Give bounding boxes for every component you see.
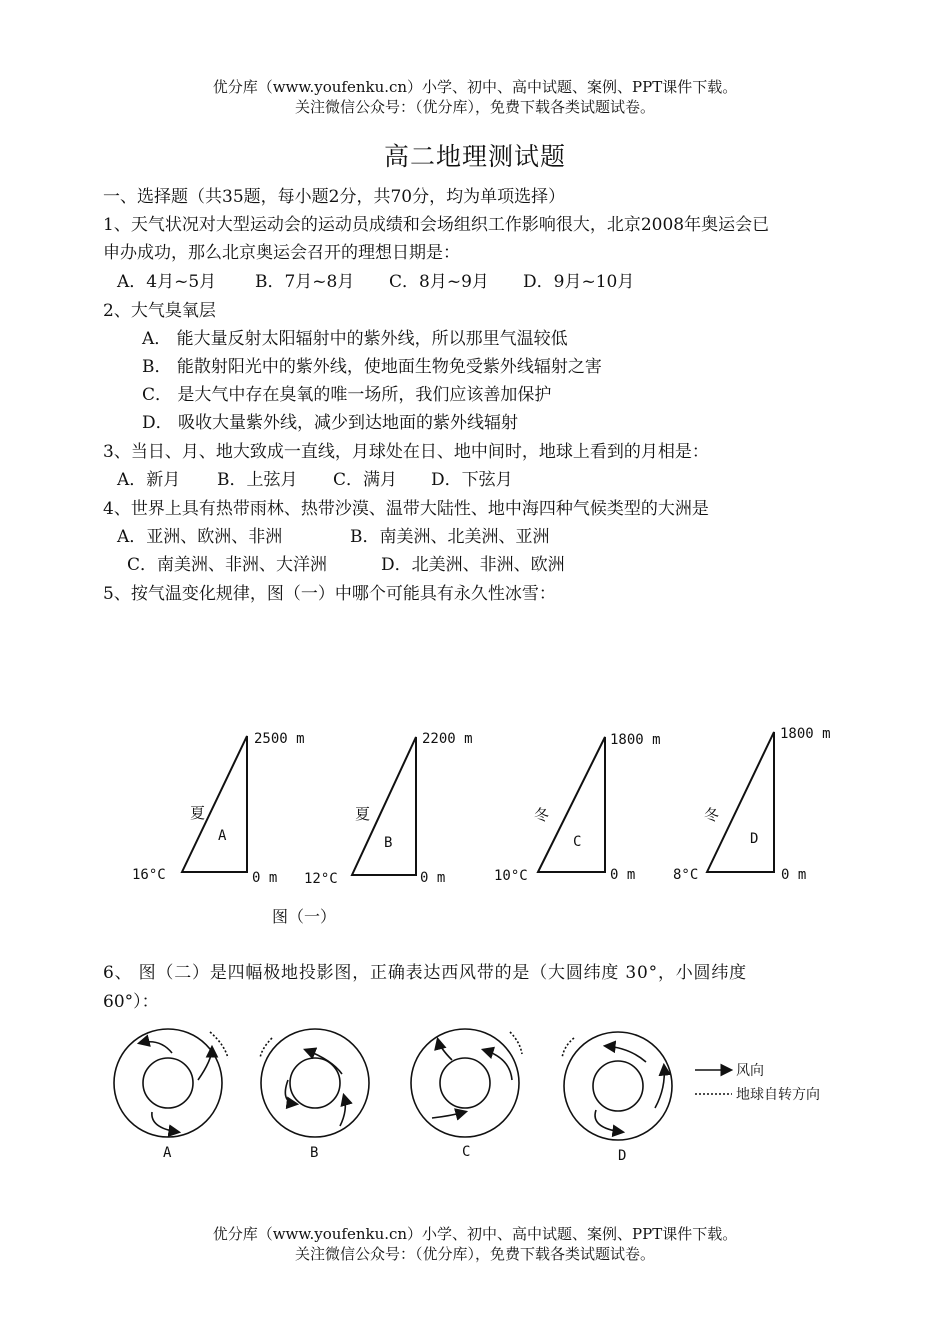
panel-c-letter: C [573, 834, 582, 850]
panel-b-season: 夏 [355, 805, 371, 823]
q2-option-a: A． 能大量反射太阳辐射中的紫外线，所以那里气温较低 [142, 329, 568, 349]
q6-stem-2: 60°）： [103, 992, 159, 1012]
panel-c-temp: 10°C [494, 868, 528, 884]
panel-a-bottom: 0 m [252, 870, 278, 886]
footer-line-2: 关注微信公众号：（优分库），免费下载各类试题试卷。 [294, 1245, 655, 1263]
figure-1-diagram [120, 722, 840, 892]
q4-options-row-2 [127, 551, 565, 579]
page-title: 高二地理测试题 [383, 142, 566, 171]
q4-options-row-1 [117, 523, 550, 551]
panel-d-letter: D [750, 831, 759, 847]
q4-option-b: B．南美洲、北美洲、亚洲 [350, 527, 550, 547]
polar-label-b: B [310, 1145, 319, 1161]
q1-option-c: C．8月~9月 [389, 272, 489, 292]
section-heading: 一、选择题（共35题，每小题2分，共70分，均为单项选择） [103, 187, 566, 207]
panel-c-bottom: 0 m [610, 867, 636, 883]
q2-option-c: C． 是大气中存在臭氧的唯一场所，我们应该善加保护 [142, 385, 552, 405]
panel-a-top: 2500 m [254, 731, 305, 747]
q3-option-c: C．满月 [333, 470, 398, 490]
polar-label-d: D [618, 1148, 627, 1164]
legend-rotation-label: 地球自转方向 [736, 1087, 820, 1103]
panel-d-bottom: 0 m [781, 867, 807, 883]
q3-options [117, 466, 513, 494]
panel-c-season: 冬 [534, 806, 550, 824]
panel-a-temp: 16°C [132, 867, 166, 883]
q1-stem-2: 申办成功，那么北京奥运会召开的理想日期是： [103, 243, 460, 263]
q6-stem-1: 6、 图（二）是四幅极地投影图，正确表达西风带的是（大圆纬度 30°，小圆纬度 [103, 963, 747, 983]
header-line-1: 优分库（www.youfenku.cn）小学、初中、高中试题、案例、PPT课件下载。 [212, 78, 738, 96]
q4-option-d: D．北美洲、非洲、欧洲 [381, 555, 565, 575]
triangle-d [707, 732, 774, 872]
panel-b-bottom: 0 m [420, 870, 446, 886]
polar-diagram-d [562, 1032, 672, 1140]
q1-option-a: A．4月~5月 [117, 272, 217, 292]
polar-diagram-a [114, 1029, 228, 1137]
panel-d-season: 冬 [704, 806, 720, 824]
q1-option-d: D．9月~10月 [523, 272, 635, 292]
q3-option-a: A．新月 [117, 470, 181, 490]
panel-b-letter: B [384, 835, 393, 851]
q4-option-c: C．南美洲、非洲、大洋洲 [127, 555, 328, 575]
q1-option-b: B．7月~8月 [255, 272, 355, 292]
panel-b-temp: 12°C [304, 871, 338, 887]
figure-2-diagram [100, 1018, 860, 1178]
q3-stem: 3、当日、月、地大致成一直线，月球处在日、地中间时，地球上看到的月相是： [103, 442, 709, 462]
q4-option-a: A．亚洲、欧洲、非洲 [117, 527, 283, 547]
panel-c-top: 1800 m [610, 732, 661, 748]
panel-d-temp: 8°C [673, 867, 699, 883]
panel-b-top: 2200 m [422, 731, 473, 747]
q3-option-d: D．下弦月 [431, 470, 513, 490]
polar-label-a: A [163, 1145, 172, 1161]
q4-stem: 4、世界上具有热带雨林、热带沙漠、温带大陆性、地中海四种气候类型的大洲是 [103, 499, 709, 519]
panel-a-season: 夏 [190, 804, 206, 822]
q2-stem: 2、大气臭氧层 [103, 301, 216, 321]
q2-option-d: D． 吸收大量紫外线，减少到达地面的紫外线辐射 [142, 413, 519, 433]
header-line-2: 关注微信公众号：（优分库），免费下载各类试题试卷。 [294, 98, 655, 116]
panel-d-top: 1800 m [780, 726, 831, 742]
polar-diagram-c [411, 1029, 522, 1137]
q3-option-b: B．上弦月 [217, 470, 298, 490]
polar-diagram-b [260, 1029, 369, 1137]
footer-line-1: 优分库（www.youfenku.cn）小学、初中、高中试题、案例、PPT课件下载。 [212, 1225, 738, 1243]
figure-1-caption: 图（一） [272, 907, 337, 926]
legend-wind-label: 风向 [736, 1063, 764, 1079]
q2-option-b: B． 能散射阳光中的紫外线，使地面生物免受紫外线辐射之害 [142, 357, 602, 377]
triangle-c [538, 737, 605, 872]
q1-stem-1: 1、天气状况对大型运动会的运动员成绩和会场组织工作影响很大，北京2008年奥运会已 [103, 215, 770, 235]
panel-a-letter: A [218, 828, 227, 844]
polar-label-c: C [462, 1144, 471, 1160]
q1-options [117, 268, 634, 296]
q5-stem: 5、按气温变化规律，图（一）中哪个可能具有永久性冰雪： [103, 584, 556, 604]
